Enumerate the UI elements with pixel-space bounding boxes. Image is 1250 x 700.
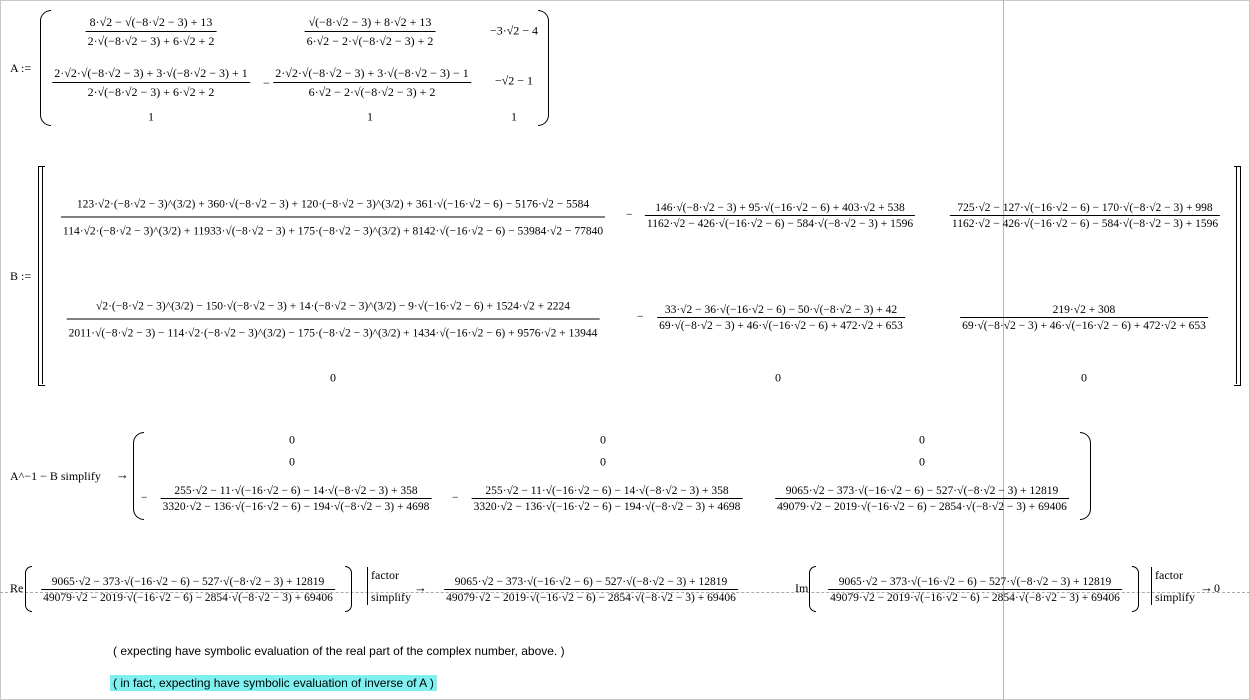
matrix-a-cell-2-3[interactable]: −√2 − 1 xyxy=(494,73,534,88)
matrix-a-cell-1-1[interactable] xyxy=(86,15,217,49)
matrix-b-cell-2-3[interactable] xyxy=(960,304,1208,332)
matrix-a-cell-3-3[interactable]: 1 xyxy=(511,109,517,124)
comment-text-1[interactable]: ( expecting have symbolic evaluation of the real part of the complex number, above. ) xyxy=(113,644,565,658)
fraction-denominator: 69·√(−8·√2 − 3) + 46·√(−16·√2 − 6) + 472·√2 + 653 xyxy=(659,320,903,332)
matrix-a-left-paren xyxy=(40,10,51,126)
matrix-a-cell-1-2[interactable] xyxy=(305,15,436,49)
fraction-numerator: 9065·√2 − 373·√(−16·√2 − 6) − 527·√(−8·√2 − 3) + 12819 xyxy=(828,576,1122,590)
re-keyword-bar xyxy=(367,567,368,605)
matrix-b-right-bracket-inner xyxy=(1236,166,1237,384)
matrix-b-cell-3-3[interactable]: 0 xyxy=(1081,370,1087,385)
im-keyword-bar xyxy=(1151,567,1152,605)
fraction-numerator: 33·√2 − 36·√(−16·√2 − 6) − 50·√(−8·√2 − 3) + 42 xyxy=(657,304,905,318)
matrix-b-cell-1-2[interactable] xyxy=(645,202,915,230)
fraction-numerator: 8·√2 − √(−8·√2 − 3) + 13 xyxy=(86,15,217,32)
re-result xyxy=(444,576,738,604)
fraction-denominator: 2011·√(−8·√2 − 3) − 114·√2·(−8·√2 − 3)^(3/2) − 175·(−8·√2 − 3)^(3/2) + 1434·√(−16·√2 − 6) + 9576·√2 + 13944 xyxy=(68,327,598,340)
im-argument[interactable] xyxy=(828,576,1122,604)
im-symbolic-arrow: → xyxy=(1200,580,1213,595)
fraction-numerator: 255·√2 − 11·√(−16·√2 − 6) − 14·√(−8·√2 − 3) + 358 xyxy=(161,485,432,499)
matrix-a-cell-2-2[interactable] xyxy=(273,66,471,100)
result-left-paren xyxy=(133,432,144,520)
result-cell-2-1[interactable]: 0 xyxy=(289,454,295,469)
im-keyword-simplify[interactable]: simplify xyxy=(1155,590,1196,604)
fraction-denominator: 3320·√2 − 136·√(−16·√2 − 6) − 194·√(−8·√2 − 3) + 4698 xyxy=(162,501,430,513)
re-keyword-factor[interactable]: factor xyxy=(371,568,399,582)
inverse-expression[interactable]: A^−1 − B simplify xyxy=(10,469,101,483)
matrix-a-cell-3-2[interactable]: 1 xyxy=(367,109,373,124)
im-result: 0 xyxy=(1214,581,1220,595)
fraction-denominator: 49079·√2 − 2019·√(−16·√2 − 6) − 2854·√(−8·√2 − 3) + 69406 xyxy=(43,592,333,604)
matrix-a-label: A := xyxy=(10,61,32,75)
fraction-denominator: 6·√2 − 2·√(−8·√2 − 3) + 2 xyxy=(306,34,434,48)
re-function: Re xyxy=(10,581,24,595)
fraction-denominator: 49079·√2 − 2019·√(−16·√2 − 6) − 2854·√(−8·√2 − 3) + 69406 xyxy=(830,592,1120,604)
matrix-b-cell-1-2-sign: − xyxy=(626,209,633,221)
fraction-denominator: 114·√2·(−8·√2 − 3)^(3/2) + 11933·√(−8·√2 − 3) + 175·(−8·√2 − 3)^(3/2) + 8142·√(−16·√2 − 6) − 53984·√2 − 77840 xyxy=(62,225,604,238)
matrix-b-cell-3-2[interactable]: 0 xyxy=(775,370,781,385)
fraction-numerator: 9065·√2 − 373·√(−16·√2 − 6) − 527·√(−8·√2 − 3) + 12819 xyxy=(41,576,335,590)
im-keyword-factor[interactable]: factor xyxy=(1155,568,1183,582)
fraction-denominator: 6·√2 − 2·√(−8·√2 − 3) + 2 xyxy=(308,85,436,99)
fraction-denominator: 49079·√2 − 2019·√(−16·√2 − 6) − 2854·√(−8·√2 − 3) + 69406 xyxy=(777,501,1067,513)
im-right-paren xyxy=(1132,566,1139,612)
im-left-paren xyxy=(809,566,816,612)
im-function: Im xyxy=(795,581,809,595)
matrix-b-cell-2-2[interactable] xyxy=(657,304,905,332)
result-cell-2-3[interactable]: 0 xyxy=(919,454,925,469)
re-left-paren xyxy=(25,566,32,612)
matrix-b-label: B := xyxy=(10,269,32,283)
result-cell-3-2-sign: − xyxy=(452,492,459,504)
fraction-numerator: √(−8·√2 − 3) + 8·√2 + 13 xyxy=(305,15,436,32)
comment-text-2-highlighted[interactable]: ( in fact, expecting have symbolic evaluation of inverse of A ) xyxy=(110,675,437,691)
fraction-denominator: 2·√(−8·√2 − 3) + 6·√2 + 2 xyxy=(87,85,215,99)
fraction-numerator: 725·√2 − 127·√(−16·√2 − 6) − 170·√(−8·√2 − 3) + 998 xyxy=(950,202,1220,216)
fraction-denominator: 49079·√2 − 2019·√(−16·√2 − 6) − 2854·√(−8·√2 − 3) + 69406 xyxy=(446,592,736,604)
fraction-numerator: 219·√2 + 308 xyxy=(960,304,1208,318)
result-cell-3-1[interactable] xyxy=(161,485,432,513)
fraction-numerator: 2·√2·√(−8·√2 − 3) + 3·√(−8·√2 − 3) + 1 xyxy=(52,66,250,83)
fraction-denominator: 69·√(−8·√2 − 3) + 46·√(−16·√2 − 6) + 472·√2 + 653 xyxy=(962,320,1206,332)
fraction-numerator: √2·(−8·√2 − 3)^(3/2) − 150·√(−8·√2 − 3) + 14·(−8·√2 − 3)^(3/2) − 9·√(−16·√2 − 6) + 1524·√2 + 2224 xyxy=(67,301,600,320)
result-cell-1-3[interactable]: 0 xyxy=(919,432,925,447)
fraction-denominator: 1162·√2 − 426·√(−16·√2 − 6) − 584·√(−8·√2 − 3) + 1596 xyxy=(951,218,1219,230)
fraction-numerator: 146·√(−8·√2 − 3) + 95·√(−16·√2 − 6) + 403·√2 + 538 xyxy=(645,202,915,216)
matrix-b-cell-3-1[interactable]: 0 xyxy=(330,370,336,385)
matrix-a-cell-2-1[interactable] xyxy=(52,66,250,100)
matrix-a-cell-3-1[interactable]: 1 xyxy=(148,109,154,124)
re-right-paren xyxy=(345,566,352,612)
matrix-a-right-paren xyxy=(538,10,549,126)
result-cell-3-3[interactable] xyxy=(775,485,1069,513)
matrix-b-cell-1-3[interactable] xyxy=(950,202,1220,230)
result-right-paren xyxy=(1080,432,1091,520)
matrix-b-left-bracket-inner xyxy=(42,166,43,384)
result-cell-1-2[interactable]: 0 xyxy=(600,432,606,447)
result-cell-3-2[interactable] xyxy=(472,485,743,513)
fraction-numerator: 123·√2·(−8·√2 − 3)^(3/2) + 360·√(−8·√2 − 3) + 120·(−8·√2 − 3)^(3/2) + 361·√(−16·√2 − 6) − 5176·√2 − 5584 xyxy=(61,199,605,218)
result-cell-2-2[interactable]: 0 xyxy=(600,454,606,469)
matrix-a-cell-2-2-sign: − xyxy=(263,76,270,90)
matrix-a-cell-1-3[interactable]: −3·√2 − 4 xyxy=(489,23,539,38)
re-argument[interactable] xyxy=(41,576,335,604)
matrix-b-cell-2-2-sign: − xyxy=(637,311,644,323)
re-keyword-simplify[interactable]: simplify xyxy=(371,590,412,604)
matrix-b-cell-2-1[interactable] xyxy=(67,301,600,340)
fraction-denominator: 2·√(−8·√2 − 3) + 6·√2 + 2 xyxy=(87,34,215,48)
fraction-numerator: 255·√2 − 11·√(−16·√2 − 6) − 14·√(−8·√2 − 3) + 358 xyxy=(472,485,743,499)
fraction-numerator: 2·√2·√(−8·√2 − 3) + 3·√(−8·√2 − 3) − 1 xyxy=(273,66,471,83)
fraction-denominator: 3320·√2 − 136·√(−16·√2 − 6) − 194·√(−8·√2 − 3) + 4698 xyxy=(473,501,741,513)
matrix-b-cell-1-1[interactable] xyxy=(61,199,605,238)
fraction-numerator: 9065·√2 − 373·√(−16·√2 − 6) − 527·√(−8·√2 − 3) + 12819 xyxy=(444,576,738,590)
symbolic-arrow: → xyxy=(116,467,129,482)
result-cell-1-1[interactable]: 0 xyxy=(289,432,295,447)
fraction-numerator: 9065·√2 − 373·√(−16·√2 − 6) − 527·√(−8·√2 − 3) + 12819 xyxy=(775,485,1069,499)
result-cell-3-1-sign: − xyxy=(141,492,148,504)
re-symbolic-arrow: → xyxy=(414,580,427,595)
fraction-denominator: 1162·√2 − 426·√(−16·√2 − 6) − 584·√(−8·√2 − 3) + 1596 xyxy=(646,218,914,230)
